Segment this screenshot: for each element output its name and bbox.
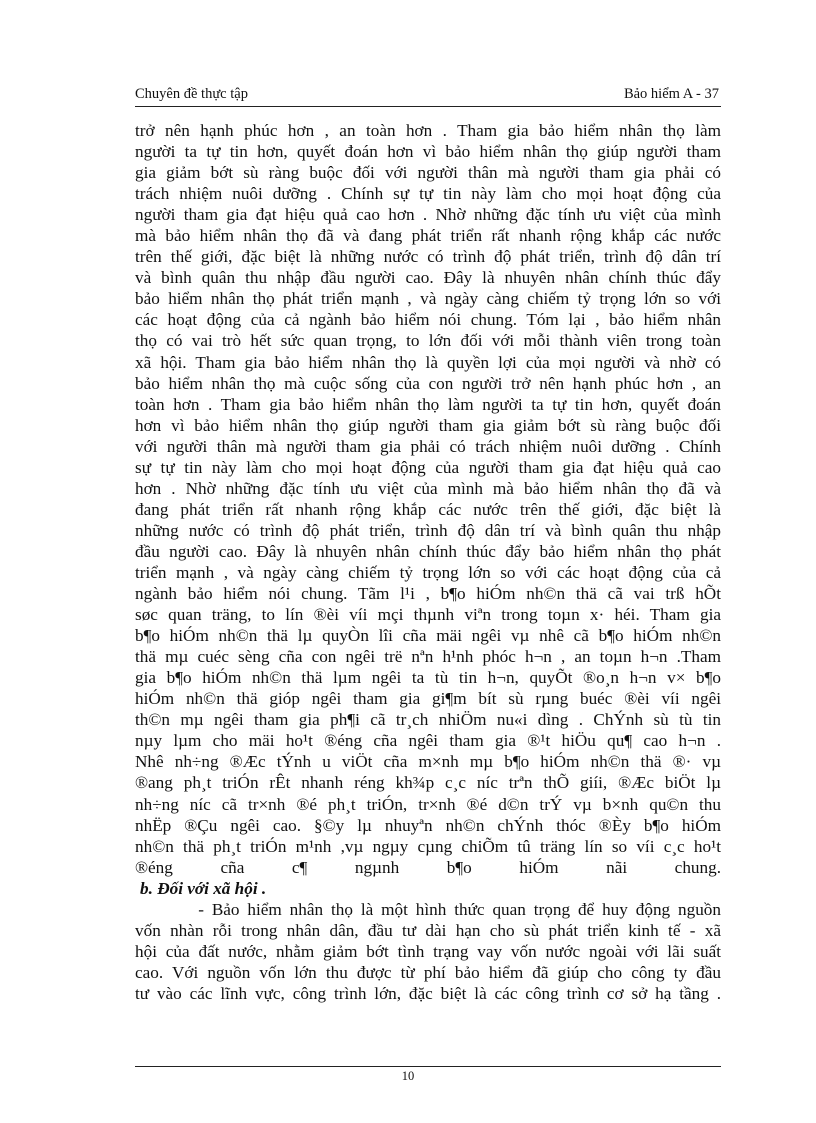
body-line: ngành bảo hiểm nói chung. Tãm l¹i , b¶o hiÓm nh©n thä cã vai trß hÕt <box>135 584 721 604</box>
body-line: toàn hơn . Tham gia bảo hiểm nhân thọ làm người ta tự tin hơn, quyết đoán <box>135 394 721 414</box>
section-line: hội của đất nước, nhằm giảm bớt tình trạng vay vốn nước ngoài với lãi suất <box>135 941 721 961</box>
body-line: mà bảo hiểm nhân thọ đã và đang phát triển rất nhanh rộng khắp các nước <box>135 226 721 246</box>
body-line: người ta tự tin hơn, quyết đoán hơn vì bảo hiểm nhân thọ giúp người tham <box>135 142 721 162</box>
body-line: đầu người cao. Đây là nhuyên nhân chính thúc đẩy bảo hiểm nhân thọ phát <box>135 541 721 561</box>
body-line: thä mµ cuéc sèng cña con ngêi trë nªn h¹nh phóc h¬n , an toµn h¬n .Tham <box>135 647 721 667</box>
body-line: nhËp ®Çu ngêi cao. §©y lµ nhuyªn nh©n chÝnh thóc ®Èy b¶o hiÓm <box>135 815 721 835</box>
body-line: với người thân mà người tham gia phải có trách nhiệm nuôi dưỡng . Chính <box>135 436 721 456</box>
footer-rule <box>135 1066 721 1067</box>
section-line: - Bảo hiểm nhân thọ là một hình thức quan trọng để huy động nguồn <box>135 899 721 919</box>
body-line: xã hội. Tham gia bảo hiểm nhân thọ là quyền lợi của mọi người và nhờ có <box>135 352 721 372</box>
body-line: triển mạnh , và ngày càng chiếm tỷ trọng lớn so với các hoạt động của cả <box>135 562 721 582</box>
body-line: hiÓm nh©n thä gióp ngêi tham gia gi¶m bít sù rµng buéc ®èi víi ngêi <box>135 689 721 709</box>
body-line: nh©n thä ph¸t triÓn m¹nh ,vµ ngµy cµng chiÕm tû träng lín so víi c¸c ho¹t <box>135 836 721 856</box>
page-number: 10 <box>401 1069 415 1083</box>
body-line: b¶o hiÓm nh©n thä lµ quyÒn lîi cña mäi ngêi vµ nhê cã b¶o hiÓm nh©n <box>135 626 721 646</box>
body-line: ®ang ph¸t triÓn rÊt nhanh réng kh¾p c¸c níc trªn thÕ giíi, ®Æc biÖt lµ <box>135 773 721 793</box>
page-header <box>135 86 721 106</box>
body-line: nh÷ng níc cã tr×nh ®é ph¸t triÓn, tr×nh ®é d©n trÝ vµ b×nh qu©n thu <box>135 794 721 814</box>
body-line: và bình quân thu nhập đầu người cao. Đây là nhuyên nhân chính thúc đẩy <box>135 268 721 288</box>
body-line: các hoạt động của cả ngành bảo hiểm nói chung. Tóm lại , bảo hiểm nhân <box>135 310 721 330</box>
body-line: những nước có trình độ phát triển, trình độ dân trí và bình quân thu nhập <box>135 520 721 540</box>
body-line: Nhê nh÷ng ®Æc tÝnh u viÖt cña m×nh mµ b¶o hiÓm nh©n thä ®· vµ <box>135 752 721 772</box>
body-line: thọ có vai trò hết sức quan trọng, to lớn đối với mỗi thành viên trong toàn <box>135 331 721 351</box>
body-line: sự tự tin này làm cho mọi hoạt động của người tham gia đạt hiệu quả cao <box>135 457 721 477</box>
header-title: Chuyên đề thực tập <box>135 86 248 102</box>
body-line: đang phát triển rất nhanh rộng khắp các nước trên thế giới, đặc biệt là <box>135 499 721 519</box>
section-heading: b. Đối với xã hội . <box>140 878 267 898</box>
body-line: trở nên hạnh phúc hơn , an toàn hơn . Tham gia bảo hiểm nhân thọ làm <box>135 121 721 140</box>
section-line: vốn nhàn rỗi trong nhân dân, đầu tư dài hạn cho sù phát triển kinh tế - xã <box>135 920 721 940</box>
body-line: bảo hiểm nhân thọ mà cuộc sống của con người trở nên hạnh phúc hơn , an <box>135 373 721 393</box>
body-line: gia giảm bớt sù ràng buộc đối với người thân mà người tham gia phải có <box>135 163 721 183</box>
body-line: hơn vì bảo hiểm nhân thọ giúp người tham gia giảm bớt sù ràng buộc đối <box>135 415 721 435</box>
section-line: cao. Với nguồn vốn lớn thu được từ phí bảo hiểm đã giúp cho công ty đầu <box>135 962 721 982</box>
body-line: th©n mµ ngêi tham gia ph¶i cã tr¸ch nhiÖm nu«i dìng . ChÝnh sù tù tin <box>135 710 721 730</box>
body-line: người tham gia đạt hiệu quả cao hơn . Nhờ những đặc tính ưu việt của mình <box>135 205 721 225</box>
body-line: hơn . Nhờ những đặc tính ưu việt của mình mà bảo hiểm nhân thọ đã và <box>135 478 721 498</box>
header-rule <box>135 106 721 107</box>
body-line: bảo hiểm nhân thọ phát triển mạnh , và ngày càng chiếm tỷ trọng lớn so với <box>135 289 721 309</box>
body-line: trách nhiệm nuôi dưỡng . Chính sự tự tin này làm cho mọi hoạt động của <box>135 184 721 204</box>
body-text <box>135 120 721 1004</box>
body-line: søc quan träng, to lín ®èi víi mçi thµnh viªn trong toµn x· héi. Tham gia <box>135 605 721 625</box>
body-line: gia b¶o hiÓm nh©n thä lµm ngêi ta tù tin h¬n, quyÕt ®o¸n h¬n v× b¶o <box>135 668 721 688</box>
header-code: Bảo hiểm A - 37 <box>623 86 719 102</box>
body-line: trên thế giới, đặc biệt là những nước có trình độ phát triển, trình độ dân trí <box>135 247 721 267</box>
section-line: tư vào các lĩnh vực, công trình lớn, đặc biệt là các công trình cơ sở hạ tầng . <box>135 983 721 1003</box>
body-line: nµy lµm cho mäi ho¹t ®éng cña ngêi tham gia ®¹t hiÖu qu¶ cao h¬n . <box>135 731 721 751</box>
body-line: ®éng cña c¶ ngµnh b¶o hiÓm nãi chung. <box>135 857 721 877</box>
